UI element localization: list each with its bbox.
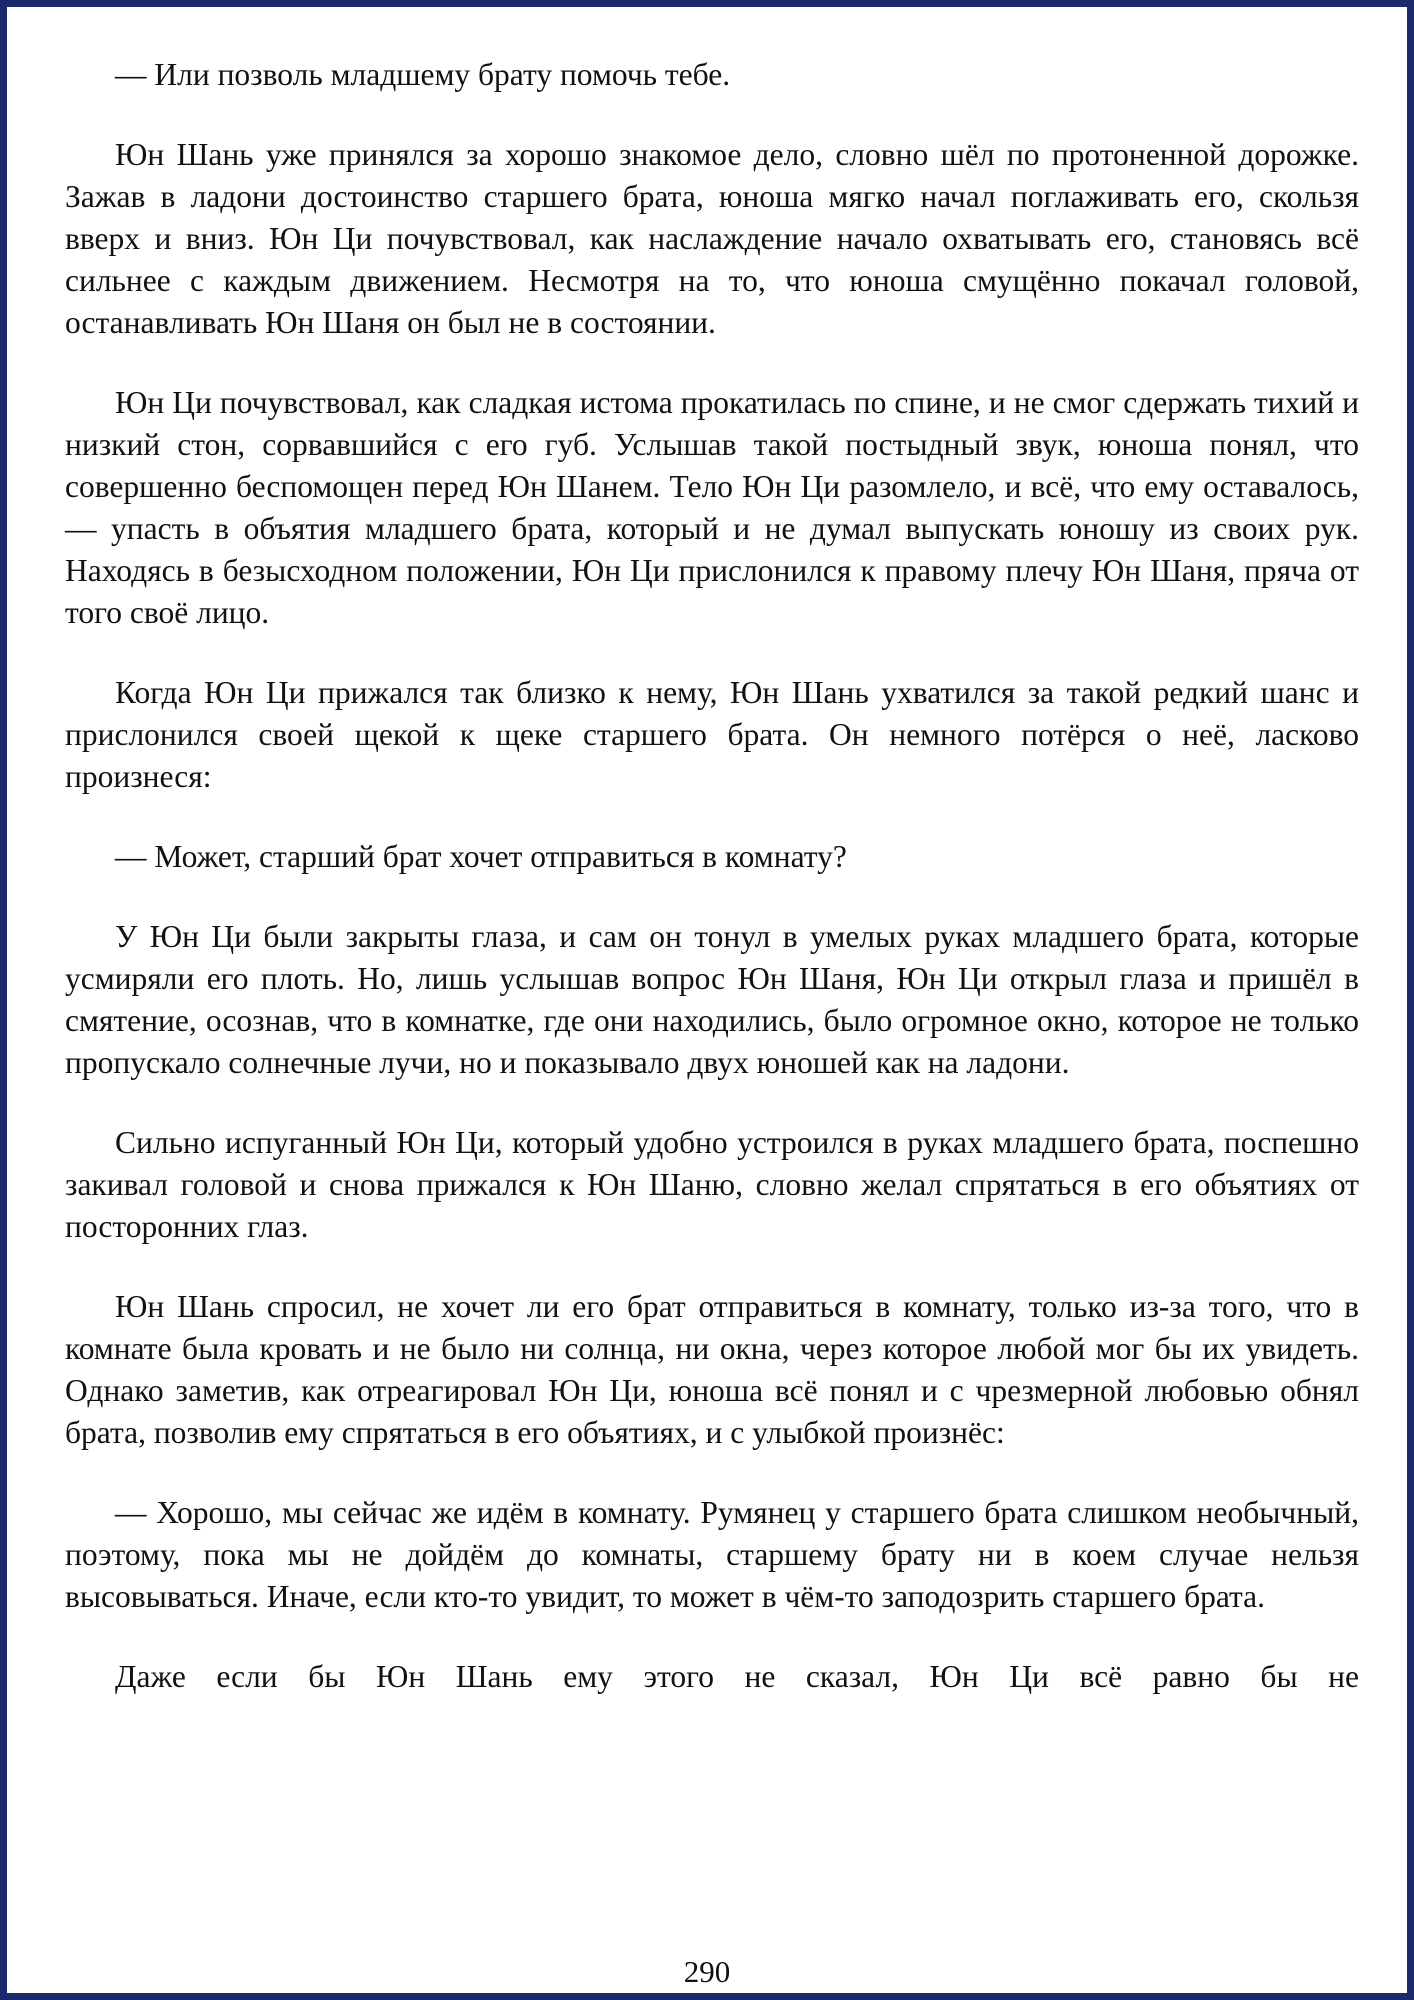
paragraph-2: Юн Шань уже принялся за хорошо знакомое дело, словно шёл по протоненной дорожке. Зажав в ладони достоинство старшего брата, юноша мягко начал поглаживать его, скользя вверх и вниз. Юн Ци почувствовал, как наслаждение начало охватывать его, становясь всё сильнее с каждым движением. Несмотря на то, что юноша смущённо покачал головой, останавливать Юн Шаня он был не в состоянии. bbox=[65, 137, 1359, 340]
paragraph-9: — Хорошо, мы сейчас же идём в комнату. Румянец у старшего брата слишком необычный, поэтому, пока мы не дойдём до комнаты, старшему брату ни в коем случае нельзя высовываться. Иначе, если кто-то увидит, то может в чём-то заподозрить старшего брата. bbox=[65, 1495, 1359, 1614]
page-number: 290 bbox=[683, 1954, 731, 1989]
paragraph-7: Сильно испуганный Юн Ци, который удобно устроился в руках младшего брата, поспешно закивал головой и снова прижался к Юн Шаню, словно желал спрятаться в его объятиях от посторонних глаз. bbox=[65, 1125, 1359, 1244]
paragraph-4: Когда Юн Ци прижался так близко к нему, Юн Шань ухватился за такой редкий шанс и прислонился своей щекой к щеке старшего брата. Он немного потёрся о неё, ласково произнеся: bbox=[65, 675, 1359, 794]
paragraph-5: — Может, старший брат хочет отправиться в комнату? bbox=[115, 839, 847, 874]
book-page-text bbox=[65, 54, 1359, 1698]
paragraph-8: Юн Шань спросил, не хочет ли его брат отправиться в комнату, только из-за того, что в комнате была кровать и не было ни солнца, ни окна, через которое любой мог бы их увидеть. Однако заметив, как отреагировал Юн Ци, юноша всё понял и с чрезмерной любовью обнял брата, позволив ему спрятаться в его объятиях, и с улыбкой произнёс: bbox=[65, 1289, 1359, 1450]
paragraph-6: У Юн Ци были закрыты глаза, и сам он тонул в умелых руках младшего брата, которые усмиряли его плоть. Но, лишь услышав вопрос Юн Шаня, Юн Ци открыл глаза и пришёл в смятение, осознав, что в комнатке, где они находились, было огромное окно, которое не только пропускало солнечные лучи, но и показывало двух юношей как на ладони. bbox=[65, 919, 1359, 1080]
paragraph-1: — Или позволь младшему брату помочь тебе. bbox=[115, 57, 731, 92]
paragraph-3: Юн Ци почувствовал, как сладкая истома прокатилась по спине, и не смог сдержать тихий и низкий стон, сорвавшийся с его губ. Услышав такой постыдный звук, юноша понял, что совершенно беспомощен перед Юн Шанем. Тело Юн Ци разомлело, и всё, что ему оставалось, — упасть в объятия младшего брата, который и не думал выпускать юношу из своих рук. Находясь в безысходном положении, Юн Ци прислонился к правому плечу Юн Шаня, пряча от того своё лицо. bbox=[65, 385, 1359, 630]
paragraph-10: Даже если бы Юн Шань ему этого не сказал, Юн Ци всё равно бы не bbox=[115, 1659, 1359, 1694]
